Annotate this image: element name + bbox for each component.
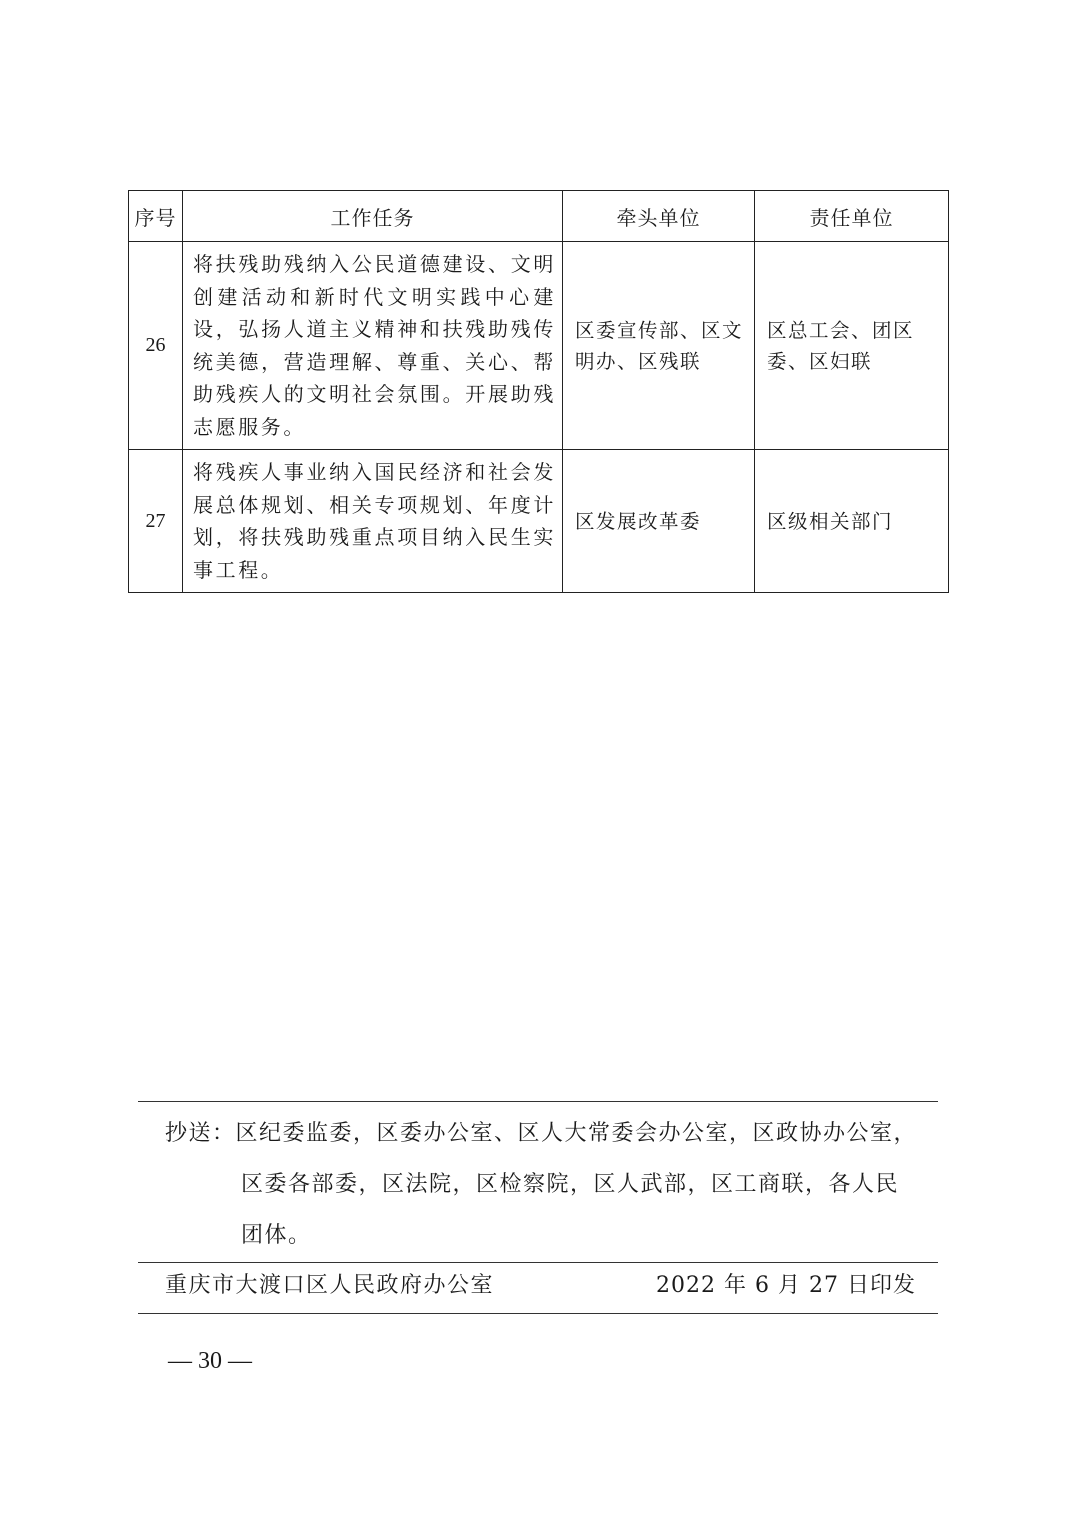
row-serial: 27 <box>129 450 183 593</box>
cc-block <box>165 1108 945 1261</box>
issuer-name: 重庆市大渡口区人民政府办公室 <box>165 1273 495 1298</box>
table-row <box>129 242 949 450</box>
cc-line: 抄送：区纪委监委，区委办公室、区人大常委会办公室，区政协办公室， <box>165 1121 918 1146</box>
issue-date: 2022 年 6 月 27 日印发 <box>656 1273 916 1298</box>
table-header-row <box>129 191 949 242</box>
header-task: 工作任务 <box>183 191 563 242</box>
page-number: — 30 — <box>168 1348 252 1374</box>
task-table <box>128 190 949 593</box>
row-serial: 26 <box>129 242 183 450</box>
cc-line: 区委各部委，区法院，区检察院，区人武部，区工商联，各人民 <box>241 1172 900 1197</box>
row-task: 将残疾人事业纳入国民经济和社会发展总体规划、相关专项规划、年度计划，将扶残助残重点项目纳入民生实事工程。 <box>183 450 563 593</box>
table-row <box>129 450 949 593</box>
header-lead-unit: 牵头单位 <box>563 191 755 242</box>
row-lead-unit: 区发展改革委 <box>563 450 755 593</box>
divider-bottom <box>138 1313 938 1314</box>
divider-top <box>138 1101 938 1102</box>
divider-middle <box>138 1262 938 1263</box>
row-responsible-unit: 区级相关部门 <box>755 450 949 593</box>
row-lead-unit: 区委宣传部、区文明办、区残联 <box>563 242 755 450</box>
header-responsible-unit: 责任单位 <box>755 191 949 242</box>
row-responsible-unit: 区总工会、团区委、区妇联 <box>755 242 949 450</box>
cc-line: 团体。 <box>241 1223 312 1248</box>
header-serial: 序号 <box>129 191 183 242</box>
row-task: 将扶残助残纳入公民道德建设、文明创建活动和新时代文明实践中心建设，弘扬人道主义精神和扶残助残传统美德，营造理解、尊重、关心、帮助残疾人的文明社会氛围。开展助残志愿服务。 <box>183 242 563 450</box>
